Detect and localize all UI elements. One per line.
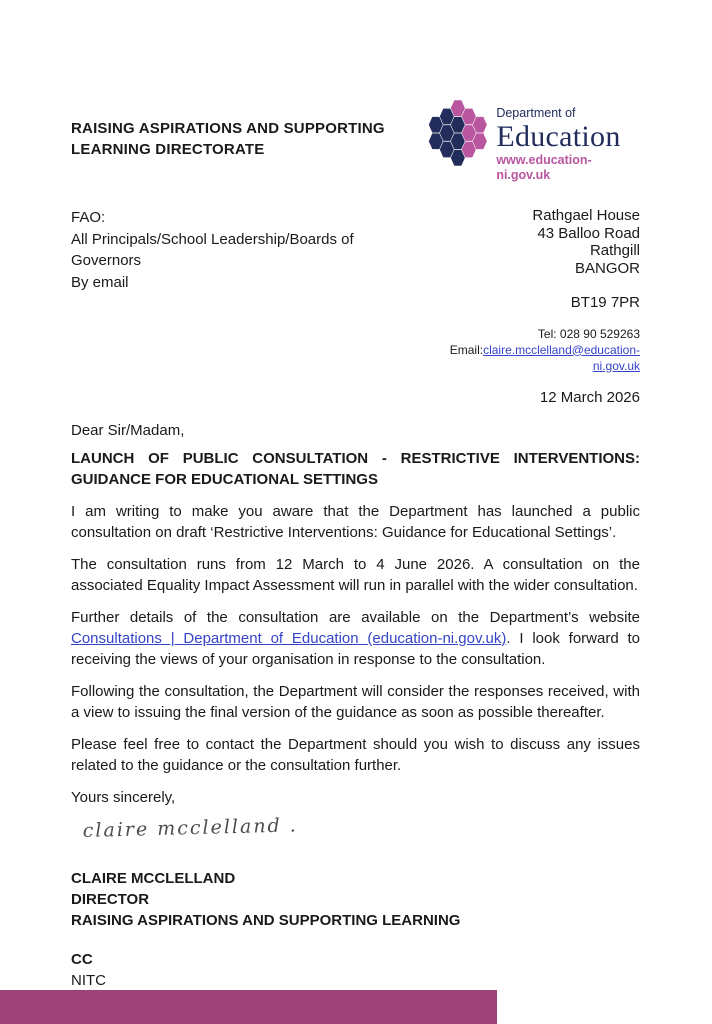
email-label: Email:: [449, 342, 484, 357]
recipient-line: By email: [71, 273, 129, 291]
body-paragraph-3: [71, 607, 640, 670]
body-paragraph-1: I am writing to make you aware that the Department has launched a public consultation on draft ‘Restrictive Interventions: Guidance for Educational Settings’.: [71, 503, 640, 541]
email-link[interactable]: claire.mcclelland@education-ni.gov.uk: [483, 342, 640, 373]
recipient-block: [71, 207, 413, 406]
postcode: BT19 7PR: [570, 294, 640, 311]
logo-department-of: Department of: [496, 106, 576, 120]
cc-label: CC: [71, 951, 93, 968]
contact-block: [413, 326, 640, 374]
body-paragraph-5: Please feel free to contact the Department should you wish to discuss any issues related to the guidance or the consultation further.: [71, 736, 640, 774]
signatory-name: CLAIRE MCCLELLAND: [71, 870, 236, 887]
signatory-directorate: RAISING ASPIRATIONS AND SUPPORTING LEARNING: [71, 912, 461, 929]
hexagon-logo-icon: [428, 98, 488, 168]
paragraph-text: Further details of the consultation are available on the Department’s website: [71, 609, 640, 626]
address-line: BANGOR: [574, 259, 640, 277]
signatory-title: DIRECTOR: [71, 891, 150, 908]
consultation-link[interactable]: Consultations | Department of Education (education-ni.gov.uk): [71, 630, 507, 647]
letter-date: 12 March 2026: [539, 388, 640, 406]
logo-website-url: www.education-ni.gov.uk: [496, 153, 592, 182]
fao-label: FAO:: [71, 209, 106, 226]
cc-line: NITC: [71, 972, 106, 989]
letter-header: [71, 0, 640, 183]
recipient-line: All Principals/School Leadership/Boards of Governors: [71, 230, 354, 269]
email-line: [413, 342, 640, 374]
signatory-block: [71, 868, 640, 931]
paragraph-text: . I look forward to receiving the views of your organisation in response to the consultation.: [71, 630, 640, 668]
sender-block: [413, 207, 640, 406]
salutation: Dear Sir/Madam,: [71, 422, 185, 439]
address-line: Rathgael House: [532, 207, 640, 224]
address-line: Rathgill: [589, 242, 640, 259]
valediction: Yours sincerely,: [71, 789, 176, 806]
address-line: 43 Balloo Road: [537, 224, 640, 242]
subject-heading: LAUNCH OF PUBLIC CONSULTATION - RESTRICTIVE INTERVENTIONS: GUIDANCE FOR EDUCATIONAL SETTINGS: [71, 450, 640, 488]
footer-bar: [0, 990, 497, 1024]
department-of-education-logo: [428, 98, 640, 183]
body-paragraph-4: Following the consultation, the Department will consider the responses received, with a view to issuing the final version of the guidance as soon as possible thereafter.: [71, 683, 640, 721]
handwritten-signature: claire mcclelland .: [82, 814, 299, 842]
logo-education: Education: [496, 120, 621, 153]
directorate-title: RAISING ASPIRATIONS AND SUPPORTING LEARNING DIRECTORATE: [71, 120, 385, 158]
logo-wordmark: [496, 106, 640, 183]
telephone: Tel: 028 90 529263: [537, 326, 640, 341]
body-paragraph-2: The consultation runs from 12 March to 4 June 2026. A consultation on the associated Equality Impact Assessment will run in parallel with the wider consultation.: [71, 556, 640, 594]
address-section: [71, 207, 640, 406]
